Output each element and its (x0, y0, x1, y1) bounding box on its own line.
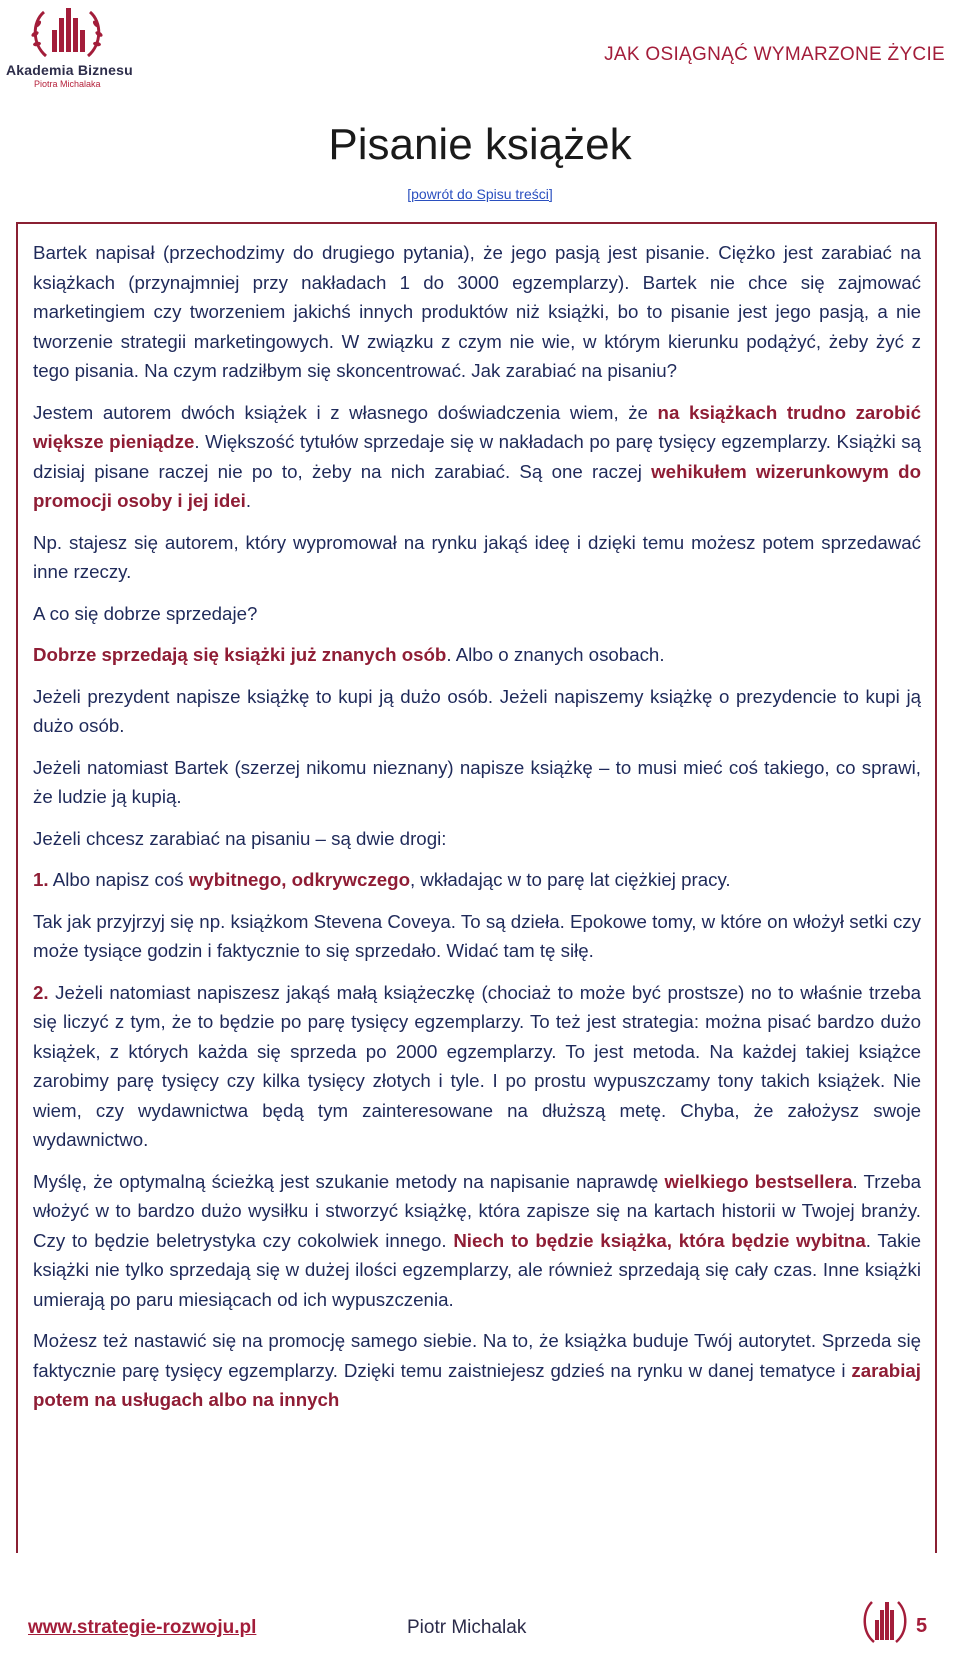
paragraph: Jeżeli prezydent napisze książkę to kupi ją dużo osób. Jeżeli napiszemy książkę o prezydencie to kupi ją dużo osób. (33, 685, 921, 736)
emphasis-text: na książkach trudno zarobić większe pieniądze (33, 401, 921, 452)
page-number: 5 (916, 1615, 928, 1637)
content-frame (16, 222, 937, 1553)
list-item-2: 2. Jeżeli natomiast napiszesz jakąś małą książeczkę (chociaż to może być prostsze) no to właśnie trzeba się liczyć z tym, że to będzie po parę tysięcy egzemplarzy. To też jest strategia: można pisać bardzo dużo książek, z których każda się sprzeda po 2000 egzemplarzy. To jest metoda. Na każdej takiej książce zarobimy parę tysięcy czy kilka tysięcy złotych i tyle. I po prostu wypuszczamy tony takich książek. Nie wiem, czy wydawnictwa będą tym zainteresowane na dłuższą metę. Chyba, że założysz swoje wydawnictwo. (33, 981, 921, 1150)
logo-brand-name: Akademia Biznesu (6, 62, 133, 78)
paragraph: Jeżeli chcesz zarabiać na pisaniu – są dwie drogi: (33, 827, 447, 849)
footer-logo-icon (860, 1596, 910, 1653)
footer-website-link[interactable]: www.strategie-rozwoju.pl (28, 1617, 257, 1638)
emphasis-text: Dobrze sprzedają się książki już znanych osób (33, 644, 447, 665)
back-to-toc-link[interactable]: [powrót do Spisu treści] (407, 186, 553, 202)
paragraph: A co się dobrze sprzedaje? (33, 602, 258, 624)
paragraph: Dobrze sprzedają się książki już znanych osób. Albo o znanych osobach. (33, 644, 665, 665)
paragraph: Myślę, że optymalną ścieżką jest szukanie metody na napisanie naprawdę wielkiego bestsellera. Trzeba włożyć w to bardzo dużo wysiłku i stworzyć książkę, która zapisze się na kartach historii w Twojej branży. Czy to będzie beletrystyka czy cokolwiek innego. Niech to będzie książka, która będzie wybitna. Takie książki nie tylko sprzedają się w dużej ilości egzemplarzy, ale również sprzedają się cały czas. Inne książki umierają po paru miesiącach od ich wypuszczenia. (33, 1170, 922, 1310)
paragraph: Jeżeli natomiast Bartek (szerzej nikomu nieznany) napisze książkę – to musi mieć coś takiego, co sprawi, że ludzie ją kupią. (33, 756, 921, 807)
footer-author: Piotr Michalak (407, 1617, 527, 1638)
emphasis-text: wehikułem wizerunkowym do promocji osoby i jej idei (33, 460, 921, 511)
paragraph: Tak jak przyjrzyj się np. książkom Stevena Coveya. To są dzieła. Epokowe tomy, w które on włożył setki czy może tysiące godzin i faktycznie to się sprzedało. Widać tam tę siłę. (33, 910, 921, 961)
list-number: 1. (33, 869, 49, 890)
emphasis-text: wybitnego, odkrywczego (188, 869, 411, 890)
article-body (33, 238, 921, 1427)
emphasis-text: Niech to będzie książka, która będzie wybitna (453, 1229, 866, 1251)
list-item-1: 1. Albo napisz coś wybitnego, odkrywczego, wkładając w to parę lat ciężkiej pracy. (33, 869, 731, 890)
laurel-logo-icon (4, 4, 134, 64)
running-header-title: JAK OSIĄGNĄĆ WYMARZONE ŻYCIE (604, 44, 945, 65)
list-number: 2. (33, 981, 49, 1003)
paragraph: Jestem autorem dwóch książek i z własnego doświadczenia wiem, że na książkach trudno zarobić większe pieniądze. Większość tytułów sprzedaje się w nakładach po parę tysięcy egzemplarzy. Książki są dzisiaj pisane raczej nie po to, żeby na nich zarabiać. Są one raczej wehikułem wizerunkowym do promocji osoby i jej idei. (33, 401, 921, 511)
emphasis-text: zarabiaj potem na usługach albo na innych (33, 1359, 921, 1410)
paragraph: Możesz też nastawić się na promocję samego siebie. Na to, że książka buduje Twój autorytet. Sprzeda się faktycznie parę tysięcy egzemplarzy. Dzięki temu zaistniejesz gdzieś na rynku w danej tematyce i zarabiaj potem na usługach albo na innych (33, 1330, 921, 1410)
paragraph: Np. stajesz się autorem, który wypromował na rynku jakąś ideę i dzięki temu możesz potem sprzedawać inne rzeczy. (33, 531, 921, 582)
paragraph: Bartek napisał (przechodzimy do drugiego pytania), że jego pasją jest pisanie. Ciężko jest zarabiać na książkach (przynajmniej przy nakładach 1 do 3000 egzemplarzy). Bartek nie chce się zajmować marketingiem czy tworzeniem jakichś innych produktów niż książki, bo to pisanie jest jego pasją, a nie tworzenie strategii marketingowych. W związku z czym nie wie, w którym kierunku podążyć, żeby żyć z tego pisania. Na czym radziłbym się skoncentrować. Jak zarabiać na pisaniu? (33, 242, 921, 381)
page-title: Pisanie książek (328, 120, 632, 169)
company-logo (4, 4, 134, 89)
logo-brand-subtitle: Piotra Michalaka (34, 79, 101, 89)
emphasis-text: wielkiego bestsellera (664, 1170, 853, 1192)
